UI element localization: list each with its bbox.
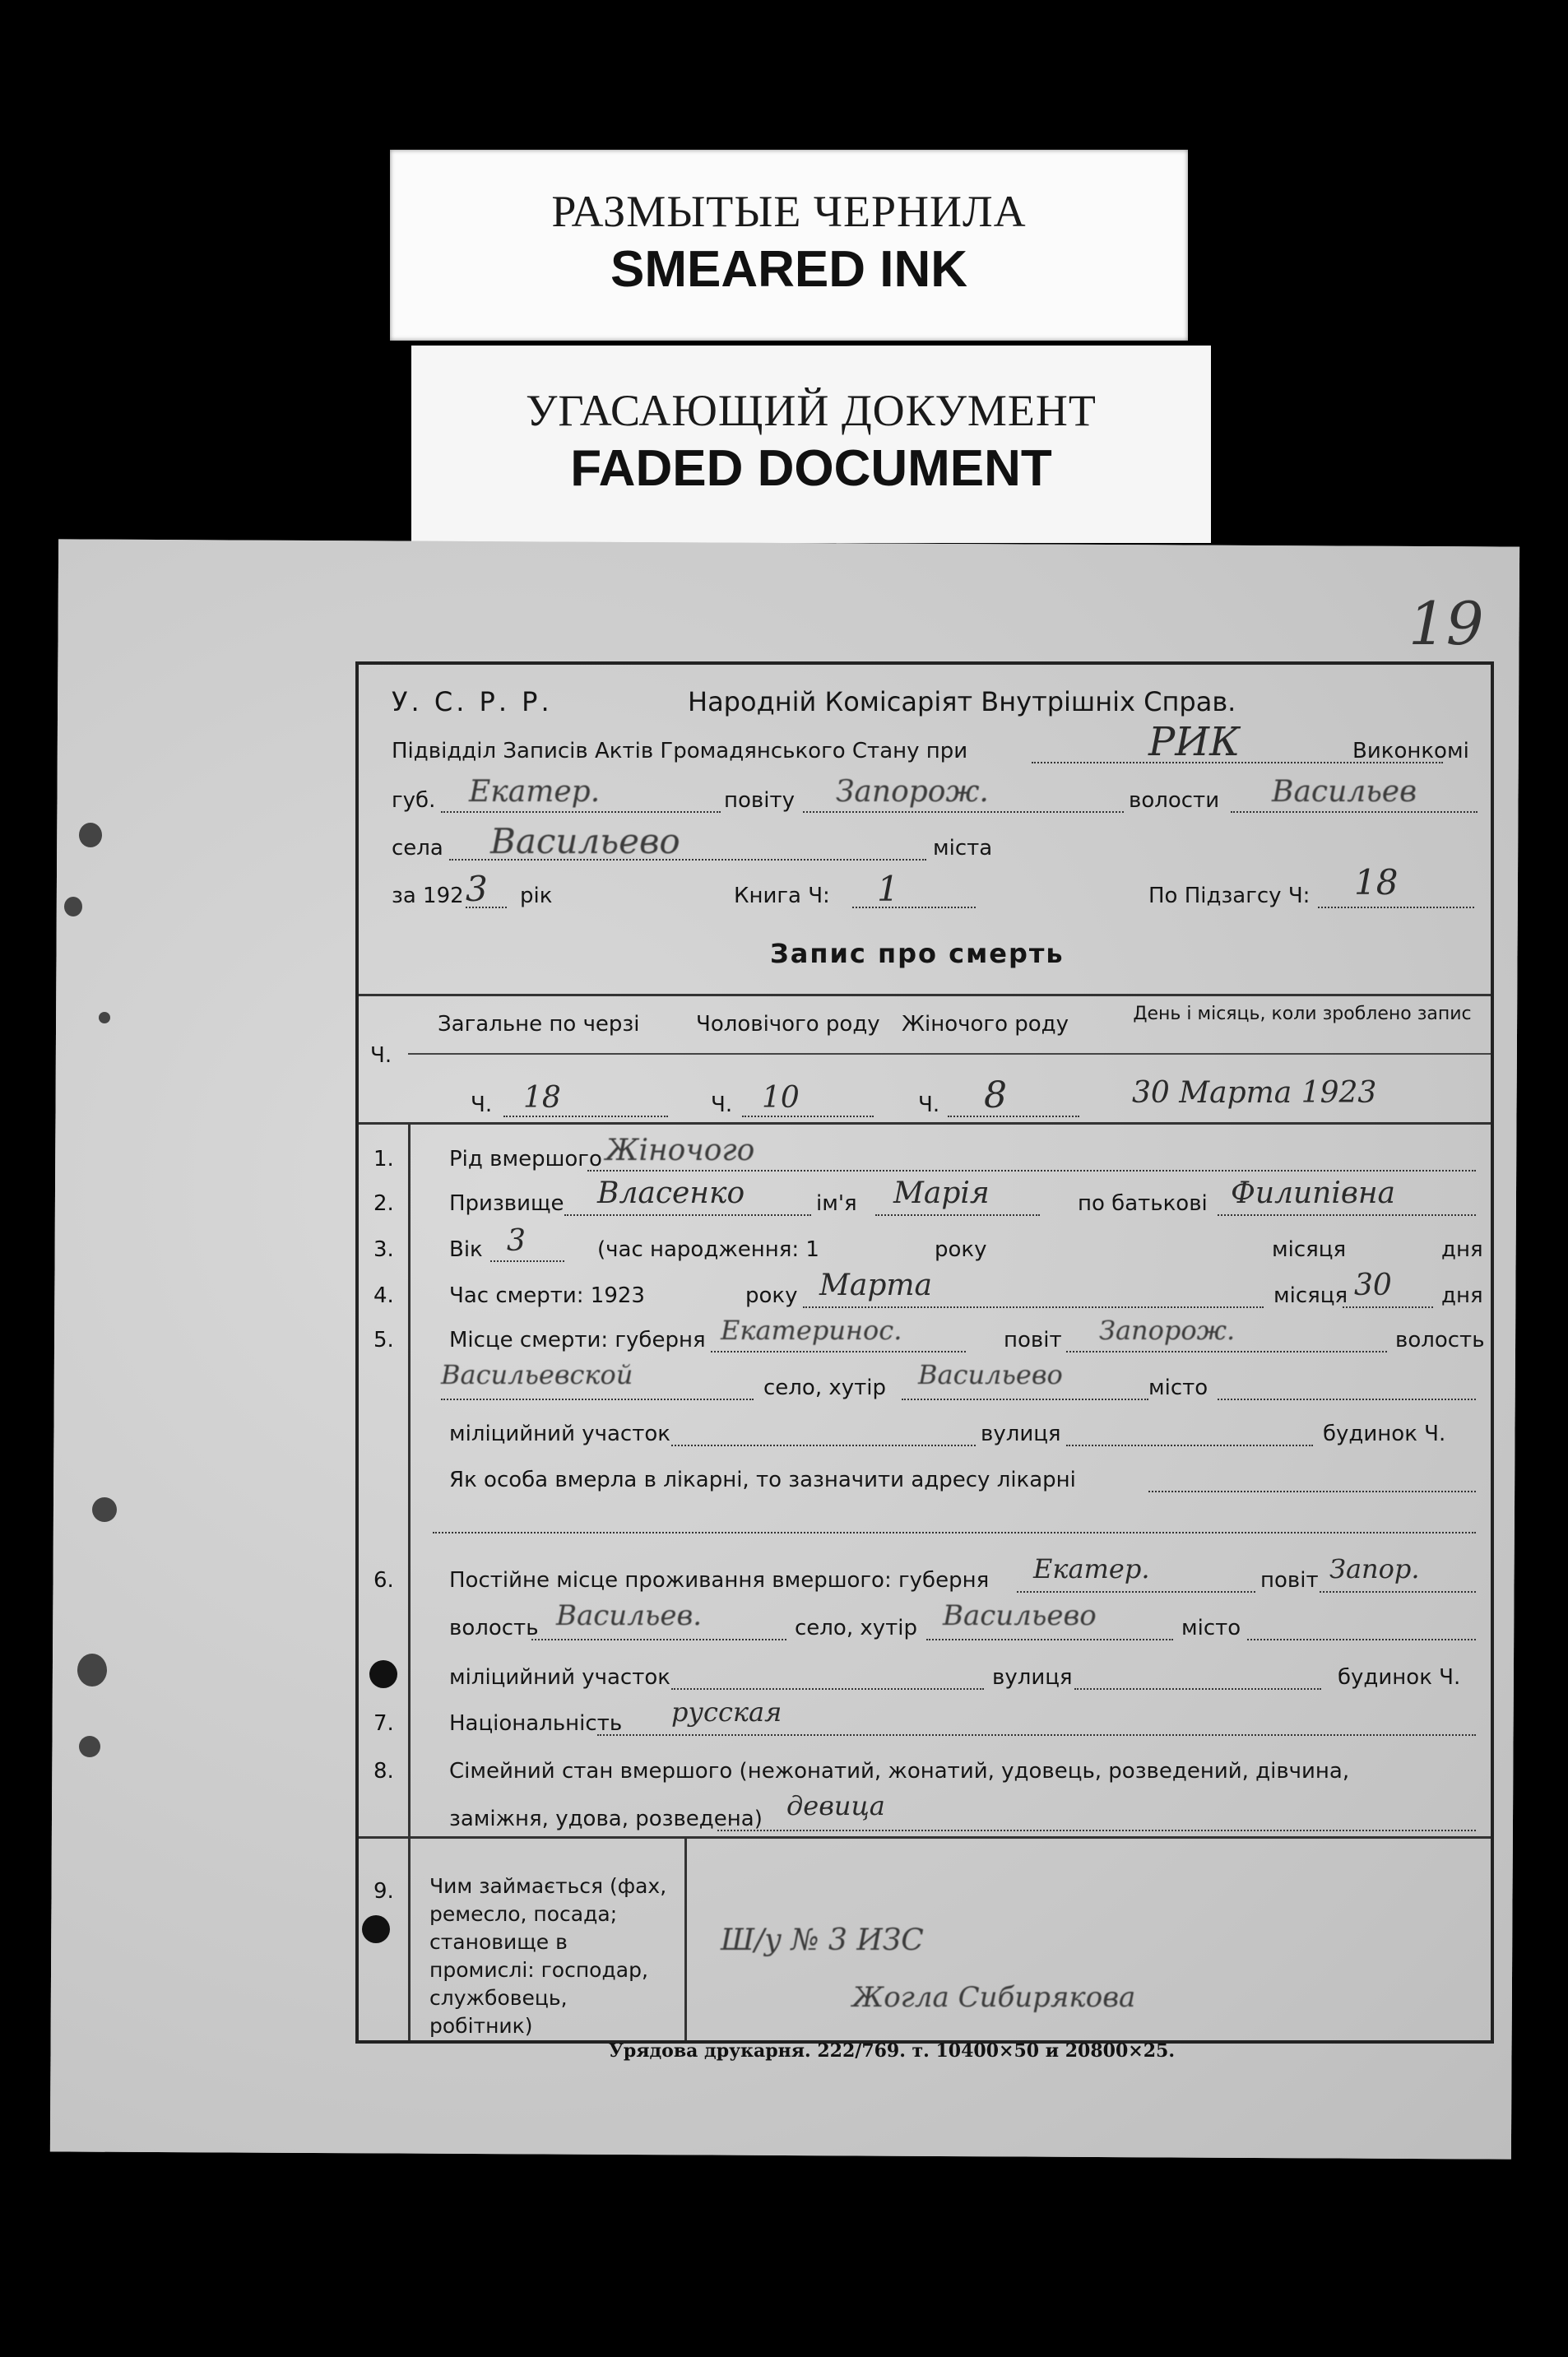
birth-day-label: дня xyxy=(1441,1237,1483,1262)
faded-document-label xyxy=(411,346,1211,543)
residence-label: Постійне місце проживання вмершого: губерня xyxy=(449,1568,990,1593)
general-prefix: Ч. xyxy=(471,1093,493,1117)
death-village-value: Васильево xyxy=(918,1359,1063,1390)
record-title: Запис про смерть xyxy=(770,938,1065,969)
year-line xyxy=(466,882,507,908)
age-label: Вік xyxy=(449,1237,483,1262)
death-month-label: місяця xyxy=(1273,1283,1348,1308)
row-number-5: 5. xyxy=(373,1328,394,1352)
death-place-label: Місце смерти: губерня xyxy=(449,1328,706,1352)
occupation-value-1: Ш/у № 3 ИЗС xyxy=(721,1923,924,1957)
death-street-line xyxy=(1066,1420,1313,1446)
marital-label: Сімейний стан вмершого (нежонатий, жонатий, удовець, розведений, дівчина, xyxy=(449,1759,1350,1784)
nationality-value: русская xyxy=(671,1696,782,1728)
residence-city-line xyxy=(1247,1614,1476,1640)
residence-gub-value: Екатер. xyxy=(1033,1553,1150,1584)
hospital-line-2 xyxy=(433,1507,1476,1533)
ink-stain xyxy=(77,1654,107,1687)
death-day-value: 30 xyxy=(1354,1269,1392,1302)
residence-povit-label: повіт xyxy=(1260,1568,1319,1593)
male-prefix: Ч. xyxy=(711,1093,733,1117)
death-militia-line xyxy=(671,1420,976,1446)
death-street-label: вулиця xyxy=(981,1422,1061,1446)
residence-city-label: місто xyxy=(1181,1616,1241,1640)
row-number-2: 2. xyxy=(373,1191,394,1216)
residence-street-line xyxy=(1074,1663,1321,1690)
ink-stain xyxy=(64,897,82,916)
table-top-line xyxy=(359,994,1491,996)
row-number-6: 6. xyxy=(373,1568,394,1593)
death-time-label: Час смерти: 1923 xyxy=(449,1283,645,1308)
death-povit-value: Запорож. xyxy=(1099,1315,1236,1346)
row1-value: Жіночого xyxy=(605,1134,755,1167)
gub-value: Екатер. xyxy=(469,775,601,809)
death-year-label: року xyxy=(745,1283,798,1308)
ministry-title: Народній Комісаріят Внутрішніх Справ. xyxy=(688,686,1236,717)
female-line xyxy=(948,1091,1079,1117)
ink-stain xyxy=(99,1012,110,1023)
death-militia-label: міліцийний участок xyxy=(449,1422,670,1446)
year-value: 3 xyxy=(466,869,488,909)
death-city-line xyxy=(1218,1374,1476,1400)
ink-stain xyxy=(92,1497,117,1522)
year-suffix: рік xyxy=(520,884,553,908)
sela-value: Васильево xyxy=(490,821,680,861)
name-value: Марія xyxy=(893,1176,990,1210)
patronymic-label: по батькові xyxy=(1078,1191,1208,1216)
death-city-label: місто xyxy=(1148,1376,1208,1400)
residence-village-value: Васильево xyxy=(943,1599,1097,1632)
gub-label: губ. xyxy=(392,788,436,813)
subgroup-value: 18 xyxy=(1354,862,1399,902)
sela-label: села xyxy=(392,836,443,861)
residence-volost-label: волость xyxy=(449,1616,539,1640)
residence-volost-value: Васильев. xyxy=(556,1599,703,1632)
row-number-9: 9. xyxy=(373,1879,394,1904)
birth-month-label: місяця xyxy=(1272,1237,1347,1262)
general-value: 18 xyxy=(523,1081,561,1115)
residence-house-label: будинок Ч. xyxy=(1338,1665,1461,1690)
name-label: ім'я xyxy=(816,1191,857,1216)
death-gub-value: Екатеринос. xyxy=(721,1315,902,1346)
female-value: 8 xyxy=(984,1074,1007,1116)
hospital-label: Як особа вмерла в лікарні, то зазначити адресу лікарні xyxy=(449,1468,1076,1492)
smeared-ink-en: SMEARED INK xyxy=(610,241,968,298)
row-number-divider xyxy=(408,1122,411,2040)
age-line xyxy=(490,1236,564,1262)
mista-label: міста xyxy=(933,836,993,861)
row-number-4: 4. xyxy=(373,1283,394,1308)
subdept-value: РИК xyxy=(1148,719,1241,765)
subgroup-label: По Підзагсу Ч: xyxy=(1148,884,1311,908)
residence-povit-value: Запор. xyxy=(1329,1553,1420,1584)
smeared-ink-label xyxy=(390,150,1188,341)
col-general: Загальне по черзі xyxy=(438,1012,640,1037)
subdept-label: Підвідділ Записів Актів Громадянського Стану при xyxy=(392,739,968,763)
marital-label-2: заміжня, удова, розведена) xyxy=(449,1807,763,1831)
volost-value: Васильев xyxy=(1272,775,1417,809)
page-number: 19 xyxy=(1408,589,1484,658)
date-made-value: 30 Марта 1923 xyxy=(1132,1076,1377,1110)
residence-militia-line xyxy=(671,1663,984,1690)
death-record-form xyxy=(355,661,1494,2044)
death-village-label: село, хутір xyxy=(763,1376,886,1400)
surname-label: Призвище xyxy=(449,1191,564,1216)
row-number-7: 7. xyxy=(373,1711,394,1736)
col-ch: Ч. xyxy=(370,1043,392,1068)
col-male: Чоловічого роду xyxy=(696,1012,880,1037)
residence-village-label: село, хутір xyxy=(795,1616,917,1640)
row-number-3: 3. xyxy=(373,1237,394,1262)
volost-label: волости xyxy=(1129,788,1220,813)
col-date-made: День і місяць, коли зроблено запис xyxy=(1133,1004,1472,1024)
col-female: Жіночого роду xyxy=(902,1012,1069,1037)
year-label: за 192 xyxy=(392,884,464,908)
row1-label: Рід вмершого xyxy=(449,1147,602,1172)
povit-value: Запорож. xyxy=(836,775,989,809)
patronymic-value: Филипівна xyxy=(1231,1176,1396,1210)
row-number-8: 8. xyxy=(373,1759,394,1784)
female-prefix: Ч. xyxy=(918,1093,940,1117)
occupation-value-2: Жогла Сибирякова xyxy=(852,1981,1136,2014)
row-number-1: 1. xyxy=(373,1147,394,1172)
death-house-label: будинок Ч. xyxy=(1323,1422,1446,1446)
death-volost-value: Васильевской xyxy=(441,1359,633,1390)
book-label: Книга Ч: xyxy=(734,884,830,908)
occupation-divider xyxy=(684,1836,687,2040)
book-value: 1 xyxy=(877,869,899,909)
death-povit-label: повіт xyxy=(1004,1328,1062,1352)
ussr-title: У. С. Р. Р. xyxy=(392,686,553,717)
table-mid-line xyxy=(408,1053,1491,1055)
executive-label: Виконкомі xyxy=(1352,739,1469,763)
age-value: 3 xyxy=(507,1224,526,1258)
occupation-label: Чим займається (фах, ремесло, посада; становище в промислі: господар, службовець, робітник) xyxy=(429,1874,667,2038)
death-volost-label: волость xyxy=(1395,1328,1485,1352)
birth-label: (час народження: 1 xyxy=(597,1237,819,1262)
book-line xyxy=(852,882,976,908)
faded-document-en: FADED DOCUMENT xyxy=(570,440,1052,497)
print-footer: Урядова друкарня. 222/769. т. 10400×50 и 20800×25. xyxy=(609,2040,1175,2062)
faded-document-ru: УГАСАЮЩИЙ ДОКУМЕНТ xyxy=(526,386,1097,435)
table-bottom-line xyxy=(359,1122,1491,1125)
death-month-value: Марта xyxy=(819,1269,932,1302)
surname-value: Власенко xyxy=(597,1176,745,1210)
nationality-label: Національність xyxy=(449,1711,623,1736)
ink-stain xyxy=(79,823,102,847)
marital-value: девица xyxy=(786,1790,885,1821)
smeared-ink-ru: РАЗМЫТЫЕ ЧЕРНИЛА xyxy=(551,187,1027,236)
residence-street-label: вулиця xyxy=(992,1665,1073,1690)
ink-stain xyxy=(79,1736,100,1757)
povit-label: повіту xyxy=(724,788,795,813)
residence-militia-label: міліцийний участок xyxy=(449,1665,670,1690)
male-value: 10 xyxy=(762,1081,800,1115)
hospital-line xyxy=(1148,1466,1476,1492)
row-9-top-line xyxy=(359,1836,1491,1839)
birth-year-label: року xyxy=(935,1237,987,1262)
death-day-label: дня xyxy=(1441,1283,1483,1308)
